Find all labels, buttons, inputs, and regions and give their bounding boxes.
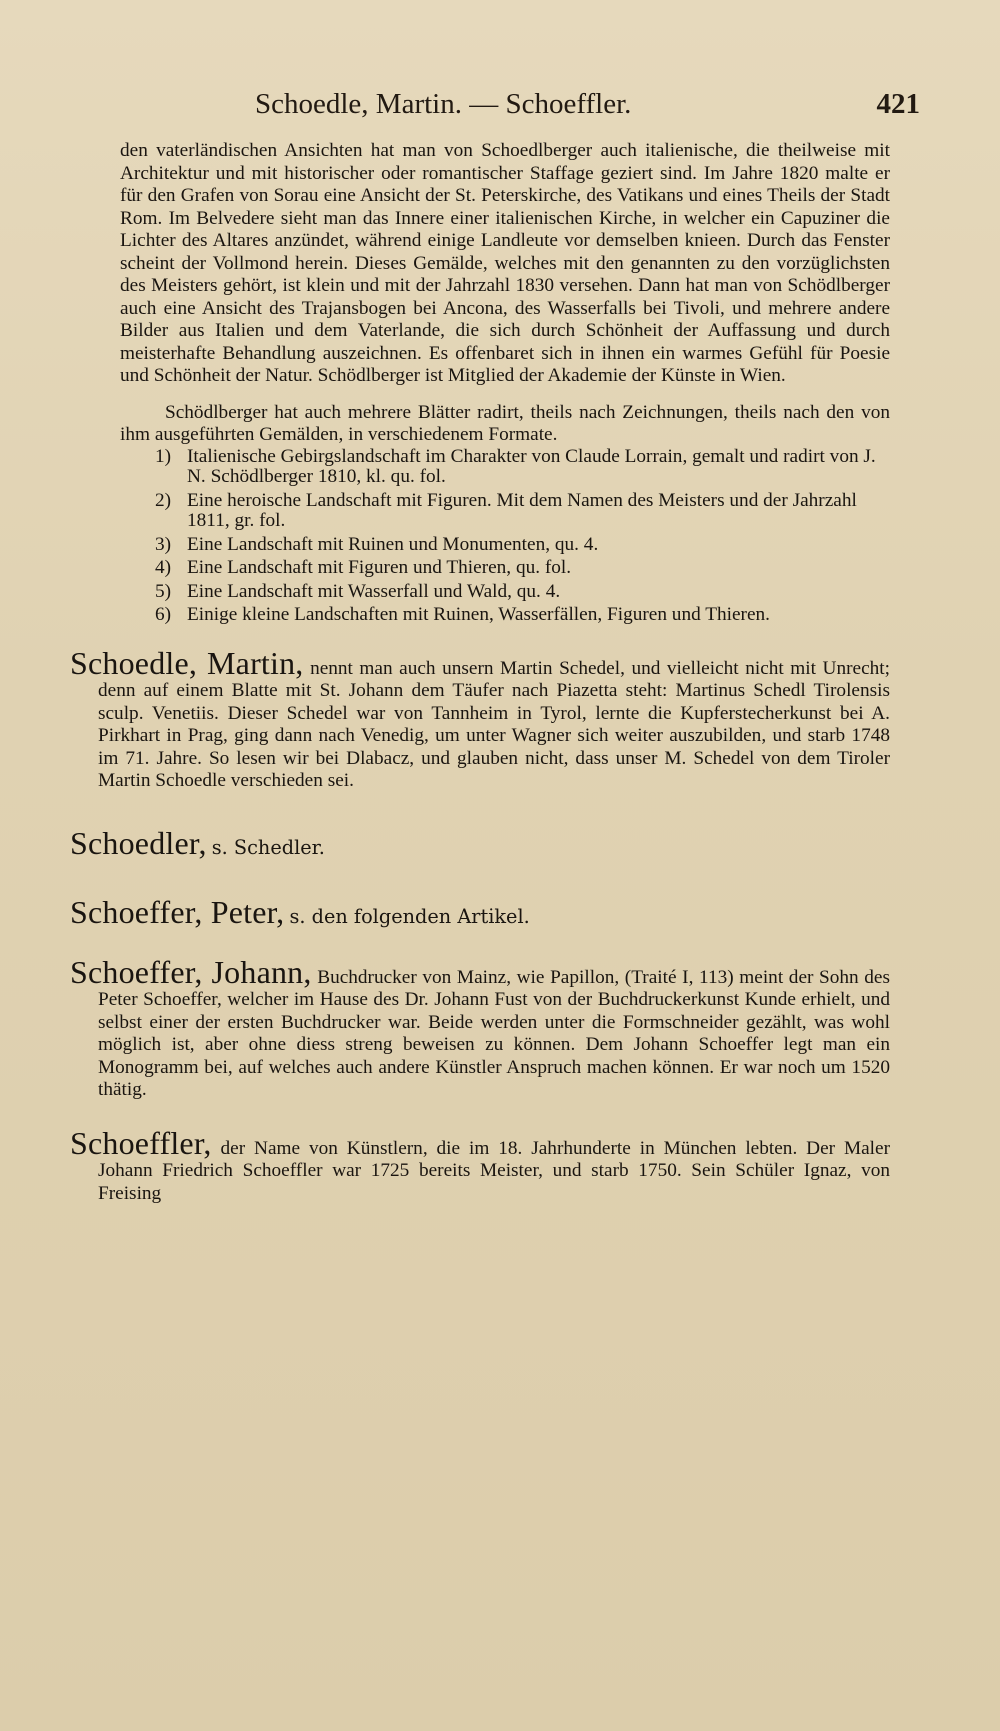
entry-text: s. Schedler. xyxy=(211,835,325,859)
entry-text: s. den folgenden Artikel. xyxy=(289,904,530,928)
item-number: 4) xyxy=(155,557,172,578)
works-list xyxy=(70,447,890,626)
entry-headword: Schoeffler, xyxy=(70,1124,212,1161)
entry-schoeffler xyxy=(70,1124,890,1206)
item-number: 5) xyxy=(155,580,172,602)
entry-schoedler xyxy=(70,825,890,862)
entry-schoeffer-johann xyxy=(70,953,890,1102)
entry-headword: Schoeffer, Johann, xyxy=(70,953,312,990)
item-text: Eine Landschaft mit Ruinen und Monumenten, qu. 4. xyxy=(187,533,599,555)
entry-schoedle-martin xyxy=(70,644,890,793)
item-number: 3) xyxy=(155,533,172,555)
etchings-intro: Schödlberger hat auch mehrere Blätter radirt, theils nach Zeichnungen, theils nach den von ihm ausgeführten Gemälden, in verschiedenem Formate. xyxy=(120,401,890,445)
list-item xyxy=(155,558,890,579)
list-item xyxy=(155,582,890,603)
continuation-paragraph: den vaterländischen Ansichten hat man von Schoedlberger auch italienische, die theilweise mit Architektur und mit historischer oder romantischer Staffage geziert sind. Im Jahre 1820 malte er für den Grafen von Sorau eine Ansicht der St. Peterskirche, des Vatikans und eines Theils der Stadt Rom. Im Belvedere sieht man das Innere einer italienischen Kirche, in welcher ein Capuziner die Lichter des Altares anzündet, während einige Landleute vor demselben knieen. Durch das Fenster scheint der Vollmond herein. Dieses Gemälde, welches mit den genannten zu den vorzüglichsten des Meisters gehört, ist klein und mit der Jahrzahl 1830 versehen. Dann hat man von Schödlberger auch eine Ansicht des Trajansbogen bei Ancona, des Wasserfalls bei Tivoli, und mehrere andere Bilder aus Italien und dem Vaterlande, die sich durch Schönheit der Auffassung und durch meisterhafte Behandlung auszeichnen. Es offenbaret sich in ihnen ein warmes Gefühl für Poesie und Schönheit der Natur. Schödlberger ist Mitglied der Akademie der Künste in Wien. xyxy=(120,140,890,386)
entry-headword: Schoeffer, Peter, xyxy=(70,893,285,930)
list-item xyxy=(155,491,890,532)
item-text: Eine Landschaft mit Figuren und Thieren, qu. fol. xyxy=(187,557,572,578)
entry-schoeffer-peter xyxy=(70,894,890,931)
list-item xyxy=(155,447,890,488)
item-text: Eine Landschaft mit Wasserfall und Wald, qu. 4. xyxy=(187,580,561,602)
entry-text: nennt man auch unsern Martin Schedel, und vielleicht nicht mit Unrecht; denn auf einem Blatte mit St. Johann dem Täufer nach Piazetta steht: Martinus Schedl Tirolensis sculp. Venetiis. Dieser Schedel war von Tannheim in Tyrol, lernte die Kupferstecherkunst bei A. Pirkhart in Prag, ging dann nach Venedig, um unter Wagner sich weiter auszubilden, und starb 1748 im 71. Jahre. So lesen wir bei Dlabacz, und glauben nicht, dass unser M. Schedel von dem Tiroler Martin Schoedle verschieden sei. xyxy=(98,657,890,791)
header-title: Schoedle, Martin. — Schoeffler. xyxy=(255,88,632,120)
item-number: 6) xyxy=(155,604,172,625)
item-text: Einige kleine Landschaften mit Ruinen, Wasserfällen, Figuren und Thieren. xyxy=(187,604,770,625)
running-header xyxy=(255,88,920,132)
list-item xyxy=(155,605,890,626)
item-text: Italienische Gebirgslandschaft im Charakter von Claude Lorrain, gemalt und radirt von J. N. Schödlberger 1810, kl. qu. fol. xyxy=(187,445,876,487)
item-number: 1) xyxy=(155,445,172,467)
entry-text: der Name von Künstlern, die im 18. Jahrhunderte in München lebten. Der Maler Johann Friedrich Schoeffler war 1725 bereits Meister, und starb 1750. Sein Schüler Ignaz, von Freising xyxy=(98,1137,890,1204)
entry-headword: Schoedle, Martin, xyxy=(70,644,304,681)
page-number: 421 xyxy=(876,88,920,120)
item-number: 2) xyxy=(155,489,172,511)
list-item xyxy=(155,535,890,556)
entry-headword: Schoedler, xyxy=(70,824,207,861)
entry-text: Buchdrucker von Mainz, wie Papillon, (Traité I, 113) meint der Sohn des Peter Schoeffer, welcher im Hause des Dr. Johann Fust von der Buchdruckerkunst Kunde erhielt, und selbst einer der ersten Buchdrucker war. Beide werden unter die Formschneider gezählt, was wohl möglich ist, aber ohne diess streng beweisen zu können. Dem Johann Schoeffer legt man ein Monogramm bei, auf welches auch andere Künstler Anspruch machen können. Er war noch um 1520 thätig. xyxy=(98,966,890,1100)
item-text: Eine heroische Landschaft mit Figuren. Mit dem Namen des Meisters und der Jahrzahl 1811, gr. fol. xyxy=(187,489,857,531)
